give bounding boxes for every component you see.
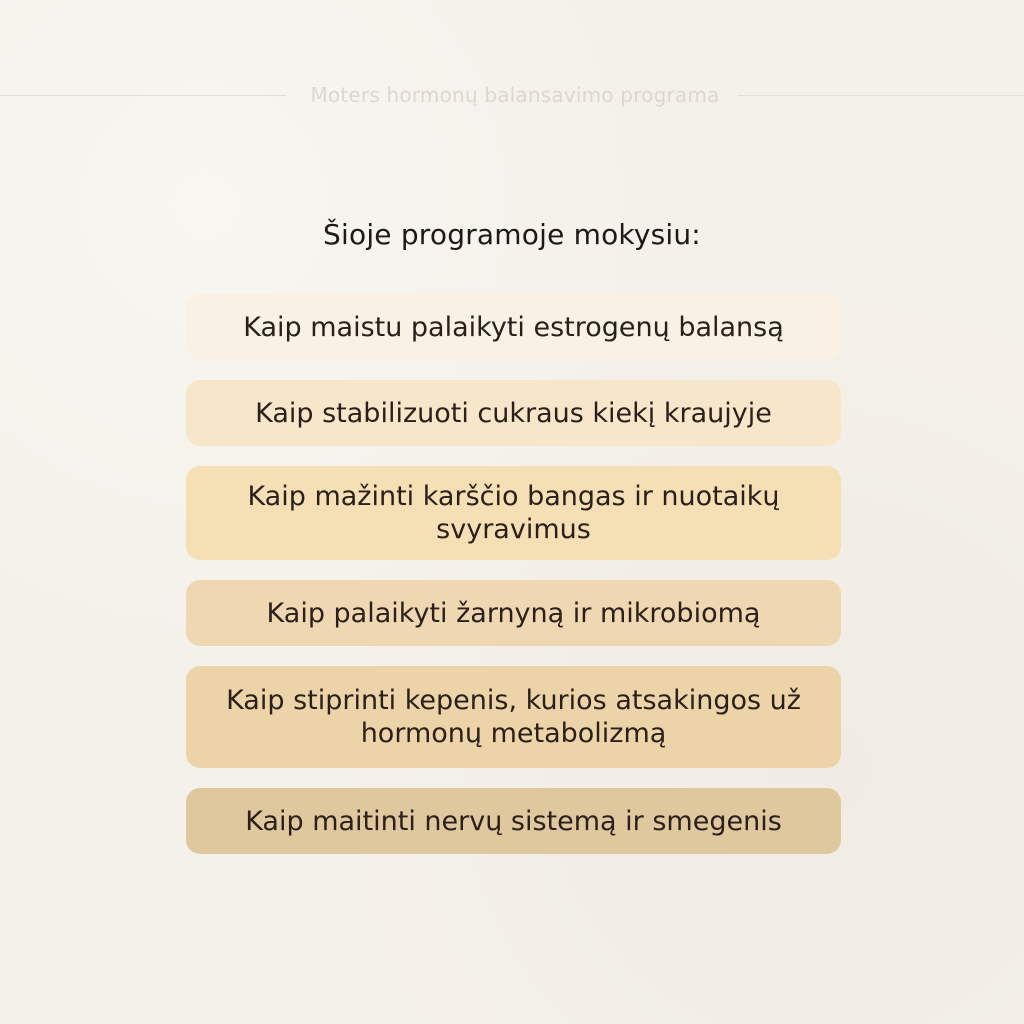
topic-label: Kaip stabilizuoti cukraus kiekį kraujyje xyxy=(255,397,772,429)
header-right-divider xyxy=(738,95,1024,96)
header-left-divider xyxy=(0,95,286,96)
topic-label: Kaip maistu palaikyti estrogenų balansą xyxy=(243,311,784,343)
topic-item xyxy=(186,580,841,646)
topic-item xyxy=(186,294,841,360)
topic-label: Kaip maitinti nervų sistemą ir smegenis xyxy=(245,805,782,837)
topic-item xyxy=(186,380,841,446)
topic-label: Kaip mažinti karščio bangas ir nuotaikų svyravimus xyxy=(247,481,780,545)
topic-item xyxy=(186,788,841,854)
topic-label: Kaip stiprinti kepenis, kurios atsakingos už hormonų metabolizmą xyxy=(226,685,801,749)
header-title: Moters hormonų balansavimo programa xyxy=(310,83,720,107)
topic-label: Kaip palaikyti žarnyną ir mikrobiomą xyxy=(266,597,761,629)
header xyxy=(0,80,1024,110)
topic-item xyxy=(186,666,841,768)
topic-item xyxy=(186,466,841,560)
intro-heading: Šioje programoje mokysiu: xyxy=(323,218,701,251)
topics-list xyxy=(186,294,841,854)
